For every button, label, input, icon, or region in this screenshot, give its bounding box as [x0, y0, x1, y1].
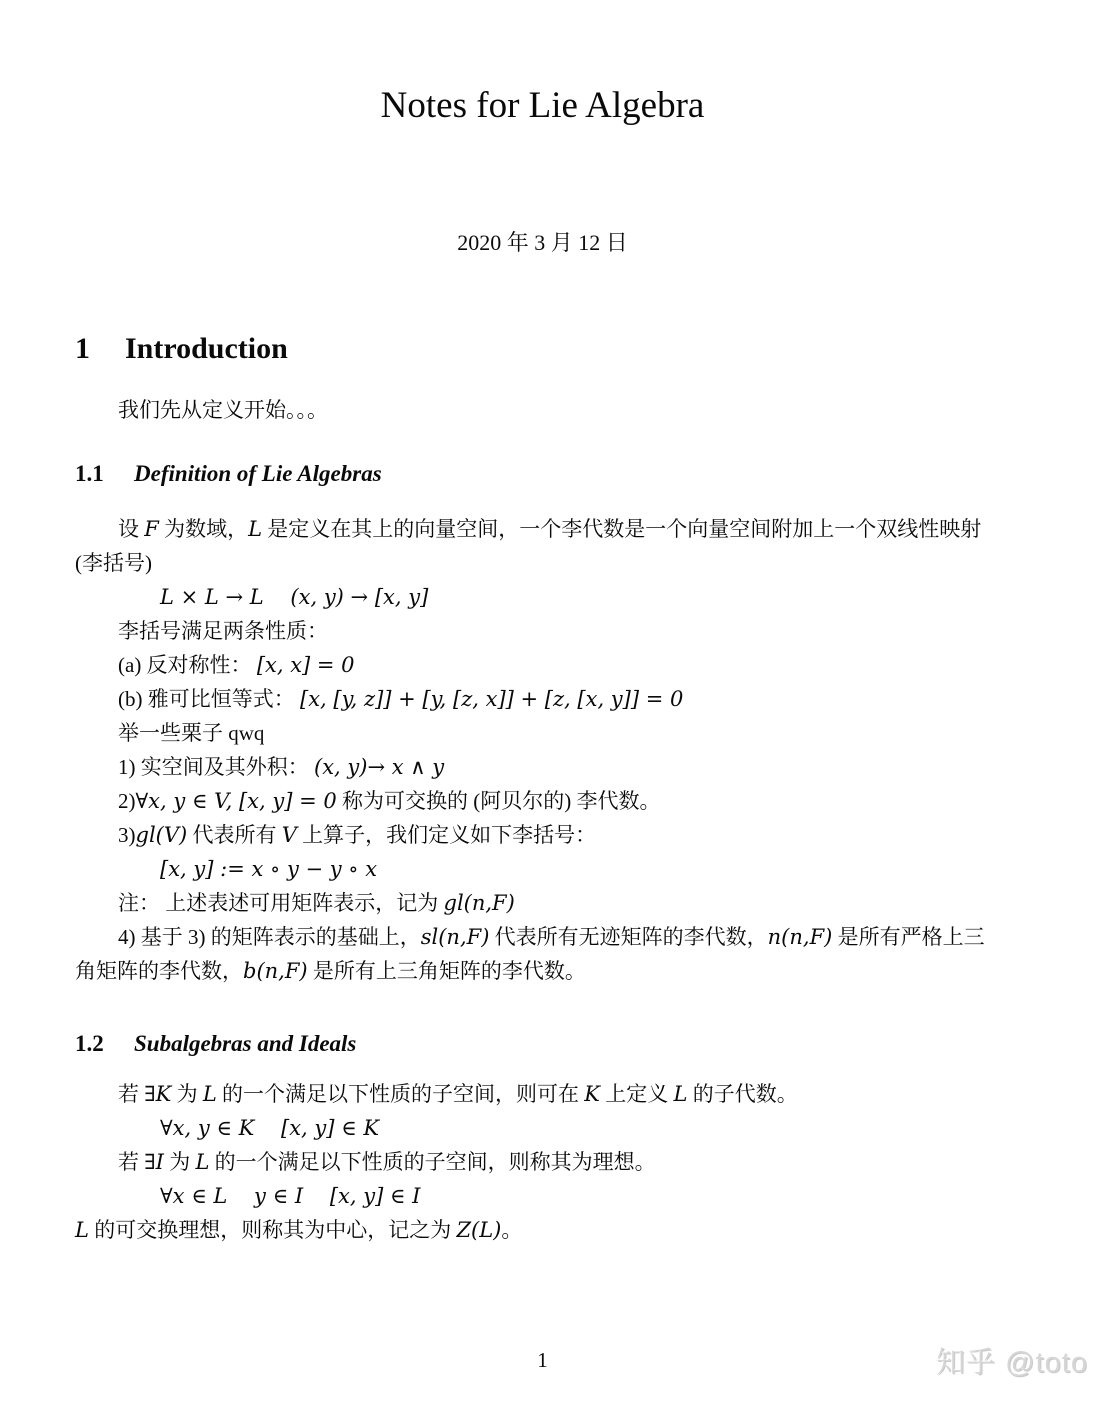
paragraph-line — [75, 920, 1010, 954]
section-1-number: 1 — [75, 332, 90, 366]
text-segment: (李括号) — [75, 551, 152, 576]
paragraph-line — [75, 546, 1010, 580]
paragraph-line — [75, 886, 1010, 920]
text-segment: 注： 上述表述可用矩阵表示，记为 — [118, 891, 444, 916]
section-1-heading — [75, 332, 1010, 365]
text-segment: 上定义 — [600, 1081, 674, 1106]
math-segment: ∀x, y ∈ V, [x, y] = 0 — [135, 789, 337, 814]
page-number: 1 — [537, 1348, 548, 1372]
paragraph-line — [75, 954, 1010, 988]
math-segment: L — [673, 1081, 688, 1106]
math-display-line — [75, 1111, 1010, 1145]
subsection-1-2-heading — [75, 1031, 1010, 1056]
text-segment: 若 — [118, 1081, 145, 1106]
math-segment: F — [144, 517, 159, 542]
paragraph-line — [75, 1077, 1010, 1111]
math-segment: [x, y] := x ∘ y − y ∘ x — [160, 857, 378, 882]
document-date: 2020 年 3 月 12 日 — [457, 229, 628, 255]
math-segment: [x, x] = 0 — [256, 653, 355, 678]
section-1-title: Introduction — [125, 332, 288, 366]
subsection-1-2-title: Subalgebras and Ideals — [134, 1031, 357, 1057]
paragraph-line — [75, 750, 1010, 784]
text-segment: 若 — [118, 1149, 145, 1174]
subsection-1-1-heading — [75, 461, 1010, 486]
text-segment: 角矩阵的李代数， — [75, 959, 243, 984]
math-segment: ∃K — [144, 1081, 172, 1106]
text-segment: 3) — [118, 823, 136, 848]
text-segment: 为 — [171, 1081, 203, 1106]
text-segment: 。 — [501, 1217, 523, 1242]
text-segment: 举一些栗子 qwq — [118, 721, 265, 746]
text-segment: (b) 雅可比恒等式： — [118, 687, 300, 712]
math-display-line — [75, 852, 1010, 886]
text-segment: 为数域， — [158, 517, 249, 542]
subsection-1-1-number: 1.1 — [75, 461, 104, 487]
math-segment: L — [248, 517, 263, 542]
subsection-1-1-title: Definition of Lie Algebras — [134, 461, 382, 487]
math-segment: L — [202, 1081, 217, 1106]
watermark: 知乎 @toto — [936, 1347, 1088, 1379]
text-segment: 的一个满足以下性质的子空间，则可在 — [216, 1081, 585, 1106]
math-segment: ∃I — [144, 1149, 164, 1174]
paragraph-line — [75, 1213, 1010, 1247]
text-segment: 称为可交换的 (阿贝尔的) 李代数。 — [336, 789, 661, 814]
paragraph-line — [75, 614, 1010, 648]
math-segment: gl(n,F) — [443, 891, 515, 916]
document-title: Notes for Lie Algebra — [380, 85, 705, 126]
math-segment: L — [195, 1149, 210, 1174]
text-segment: 是所有严格上三 — [832, 925, 985, 950]
text-segment: 上算子，我们定义如下李括号： — [296, 823, 597, 848]
text-segment: 的子代数。 — [687, 1081, 798, 1106]
math-segment: n(n,F) — [767, 925, 833, 950]
text-segment: 是定义在其上的向量空间，一个李代数是一个向量空间附加上一个双线性映射 — [262, 517, 982, 542]
math-segment: ∀x, y ∈ K [x, y] ∈ K — [160, 1115, 380, 1140]
text-segment: 代表所有无迹矩阵的李代数， — [489, 925, 768, 950]
math-display-line — [75, 580, 1010, 614]
math-segment: ∀x ∈ L y ∈ I [x, y] ∈ I — [160, 1183, 421, 1208]
math-segment: b(n,F) — [243, 959, 308, 984]
math-segment: L — [75, 1217, 89, 1242]
text-segment: 的可交换理想，则称其为中心，记之为 — [88, 1217, 457, 1242]
paragraph-line — [75, 682, 1010, 716]
text-segment: (a) 反对称性： — [118, 653, 257, 678]
subsection-1-2-number: 1.2 — [75, 1031, 104, 1057]
paragraph-line — [75, 818, 1010, 852]
text-segment: 李括号满足两条性质： — [118, 619, 328, 644]
math-segment: V — [281, 823, 297, 848]
math-display-line — [75, 1179, 1010, 1213]
math-segment: sl(n,F) — [420, 925, 490, 950]
math-segment: (x, y)→ x ∧ y — [314, 755, 445, 780]
text-segment: 2) — [118, 789, 136, 814]
paragraph-line — [75, 648, 1010, 682]
paragraph-line — [75, 1145, 1010, 1179]
math-segment: L × L → L (x, y) → [x, y] — [160, 585, 429, 610]
math-segment: Z(L) — [456, 1217, 502, 1242]
text-segment: 为 — [163, 1149, 196, 1174]
text-segment: 设 — [118, 517, 145, 542]
text-segment: 是所有上三角矩阵的李代数。 — [307, 959, 586, 984]
paragraph-line — [75, 784, 1010, 818]
text-segment: 我们先从定义开始。。。 — [118, 398, 328, 423]
paragraph-line — [75, 393, 1010, 427]
text-segment: 4) 基于 3) 的矩阵表示的基础上， — [118, 925, 421, 950]
text-segment: 1) 实空间及其外积： — [118, 755, 314, 780]
text-segment: 的一个满足以下性质的子空间，则称其为理想。 — [209, 1149, 656, 1174]
math-segment: [x, [y, z]] + [y, [z, x]] + [z, [x, y]] = 0 — [300, 687, 684, 712]
math-segment: gl(V) — [135, 823, 188, 848]
paragraph-line — [75, 716, 1010, 750]
text-segment: 代表所有 — [187, 823, 282, 848]
math-segment: K — [584, 1081, 600, 1106]
paragraph-line — [75, 512, 1010, 546]
